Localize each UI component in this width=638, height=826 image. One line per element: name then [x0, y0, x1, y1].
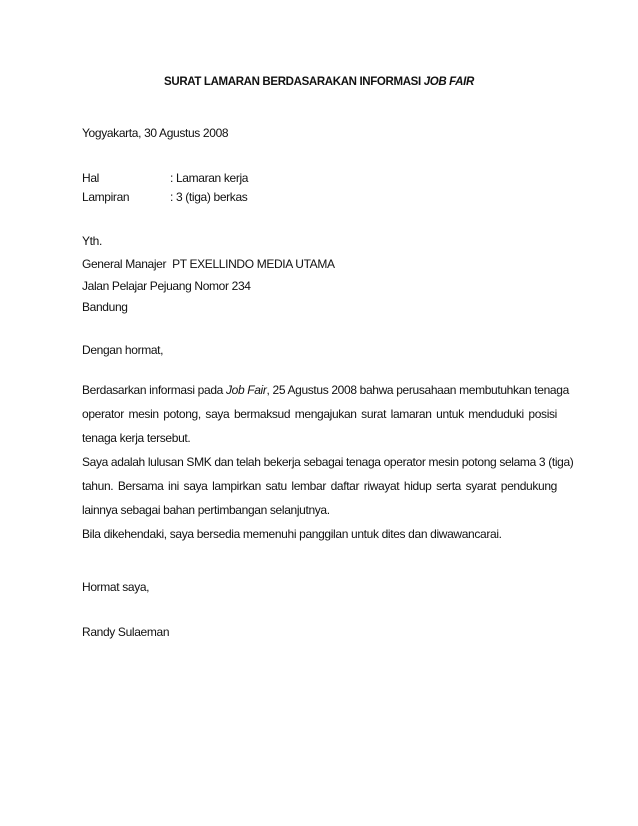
- body-line: tenaga kerja tersebut.: [82, 431, 191, 445]
- letter-title: [0, 76, 638, 88]
- meta-lampiran: [82, 190, 247, 204]
- body-italic: Job Fair: [225, 383, 267, 397]
- body-line: tahun. Bersama ini saya lampirkan satu lembar daftar riwayat hidup serta syarat pendukung: [82, 479, 557, 493]
- title-italic: JOB FAIR: [423, 76, 474, 88]
- body-line: lainnya sebagai bahan pertimbangan selanjutnya.: [82, 503, 330, 517]
- closing: Hormat saya,: [82, 580, 150, 594]
- signature-name: Randy Sulaeman: [82, 625, 170, 639]
- body-text: Berdasarkan informasi pada: [82, 383, 226, 397]
- date-line: Yogyakarta, 30 Agustus 2008: [82, 126, 229, 140]
- meta-value: : 3 (tiga) berkas: [170, 190, 248, 204]
- recipient-line: General Manajer PT EXELLINDO MEDIA UTAMA: [82, 257, 335, 271]
- body-text: , 25 Agustus 2008 bahwa perusahaan membutuhkan tenaga: [266, 383, 569, 397]
- meta-label: Lampiran: [82, 190, 130, 204]
- recipient-line: Yth.: [82, 234, 102, 248]
- body-line: [82, 383, 569, 397]
- salutation: Dengan hormat,: [82, 343, 164, 357]
- recipient-line: Bandung: [82, 300, 128, 314]
- body-line: Bila dikehendaki, saya bersedia memenuhi panggilan untuk dites dan diwawancarai.: [82, 527, 502, 541]
- body-line: operator mesin potong, saya bermaksud mengajukan surat lamaran untuk menduduki posisi: [82, 407, 557, 421]
- recipient-line: Jalan Pelajar Pejuang Nomor 234: [82, 279, 251, 293]
- meta-hal: [82, 171, 248, 185]
- meta-label: Hal: [82, 171, 99, 185]
- title-text: SURAT LAMARAN BERDASARAKAN INFORMASI: [164, 76, 424, 88]
- meta-value: : Lamaran kerja: [170, 171, 249, 185]
- body-line: Saya adalah lulusan SMK dan telah bekerja sebagai tenaga operator mesin potong selama 3 (tiga): [82, 455, 574, 469]
